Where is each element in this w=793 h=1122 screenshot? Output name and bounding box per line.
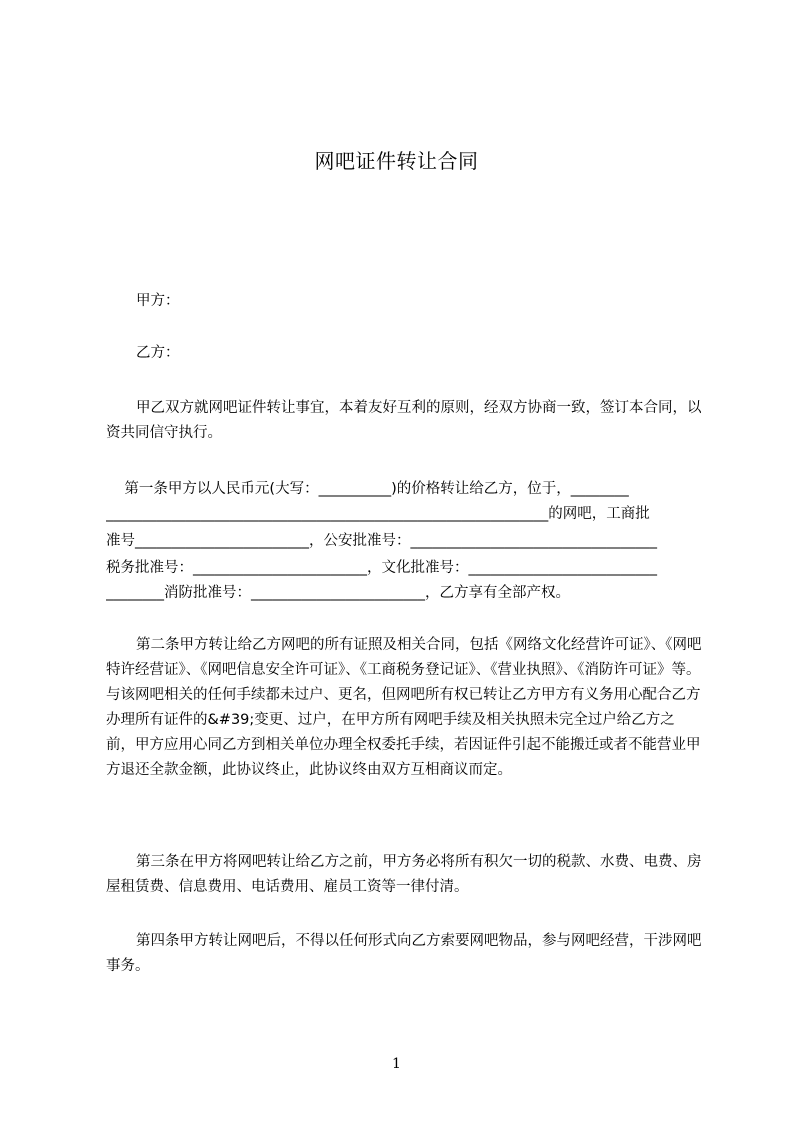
party-b-label: 乙方： [136, 345, 180, 361]
article-2-paragraph: 第二条甲方转让给乙方网吧的所有证照及相关合同，包括《网络文化经营许可证》、《网吧特许经营证》、《网吧信息安全许可证》、《工商税务登记证》、《营业执照》、《消防许可证》等。与该网吧相关的任何手续都未过户、更名，但网吧所有权已转让乙方甲方有义务用心配合乙方办理所有证件的&#39;变更、过户，在甲方所有网吧手续及相关执照未完全过户给乙方之前，甲方应用心同乙方到相关单位办理全权委托手续，若因证件引起不能搬迁或者不能营业甲方退还全款金额，此协议终止，此协议终由双方互相商议而定。 [106, 637, 702, 778]
article-3-paragraph: 第三条在甲方将网吧转让给乙方之前，甲方务必将所有积欠一切的税款、水费、电费、房屋租赁费、信息费用、电话费用、雇员工资等一律付清。 [106, 854, 702, 895]
article-4-paragraph: 第四条甲方转让网吧后，不得以任何形式向乙方索要网吧物品，参与网吧经营，干涉网吧事务。 [106, 933, 702, 974]
party-a-label: 甲方： [136, 293, 180, 309]
document-title: 网吧证件转让合同 [314, 149, 479, 173]
article-1-line: ________消防批准号：________________________，乙方享有全部产权。 [106, 585, 570, 601]
article-1-line: 税务批准号：________________________，文化批准号：__________________________ [106, 560, 657, 576]
article-1-line: _____________________________________________________________的网吧，工商批 [106, 506, 650, 522]
preamble-paragraph: 甲乙双方就网吧证件转让事宜，本着友好互利的原则，经双方协商一致，签订本合同，以资共同信守执行。 [106, 400, 702, 441]
page-number: 1 [392, 1056, 401, 1072]
article-1-line: 第一条甲方以人民币元(大写：__________)的价格转让给乙方，位于，________ [106, 481, 629, 497]
article-1-line: 准号________________________，公安批准号：__________________________________ [106, 533, 657, 549]
